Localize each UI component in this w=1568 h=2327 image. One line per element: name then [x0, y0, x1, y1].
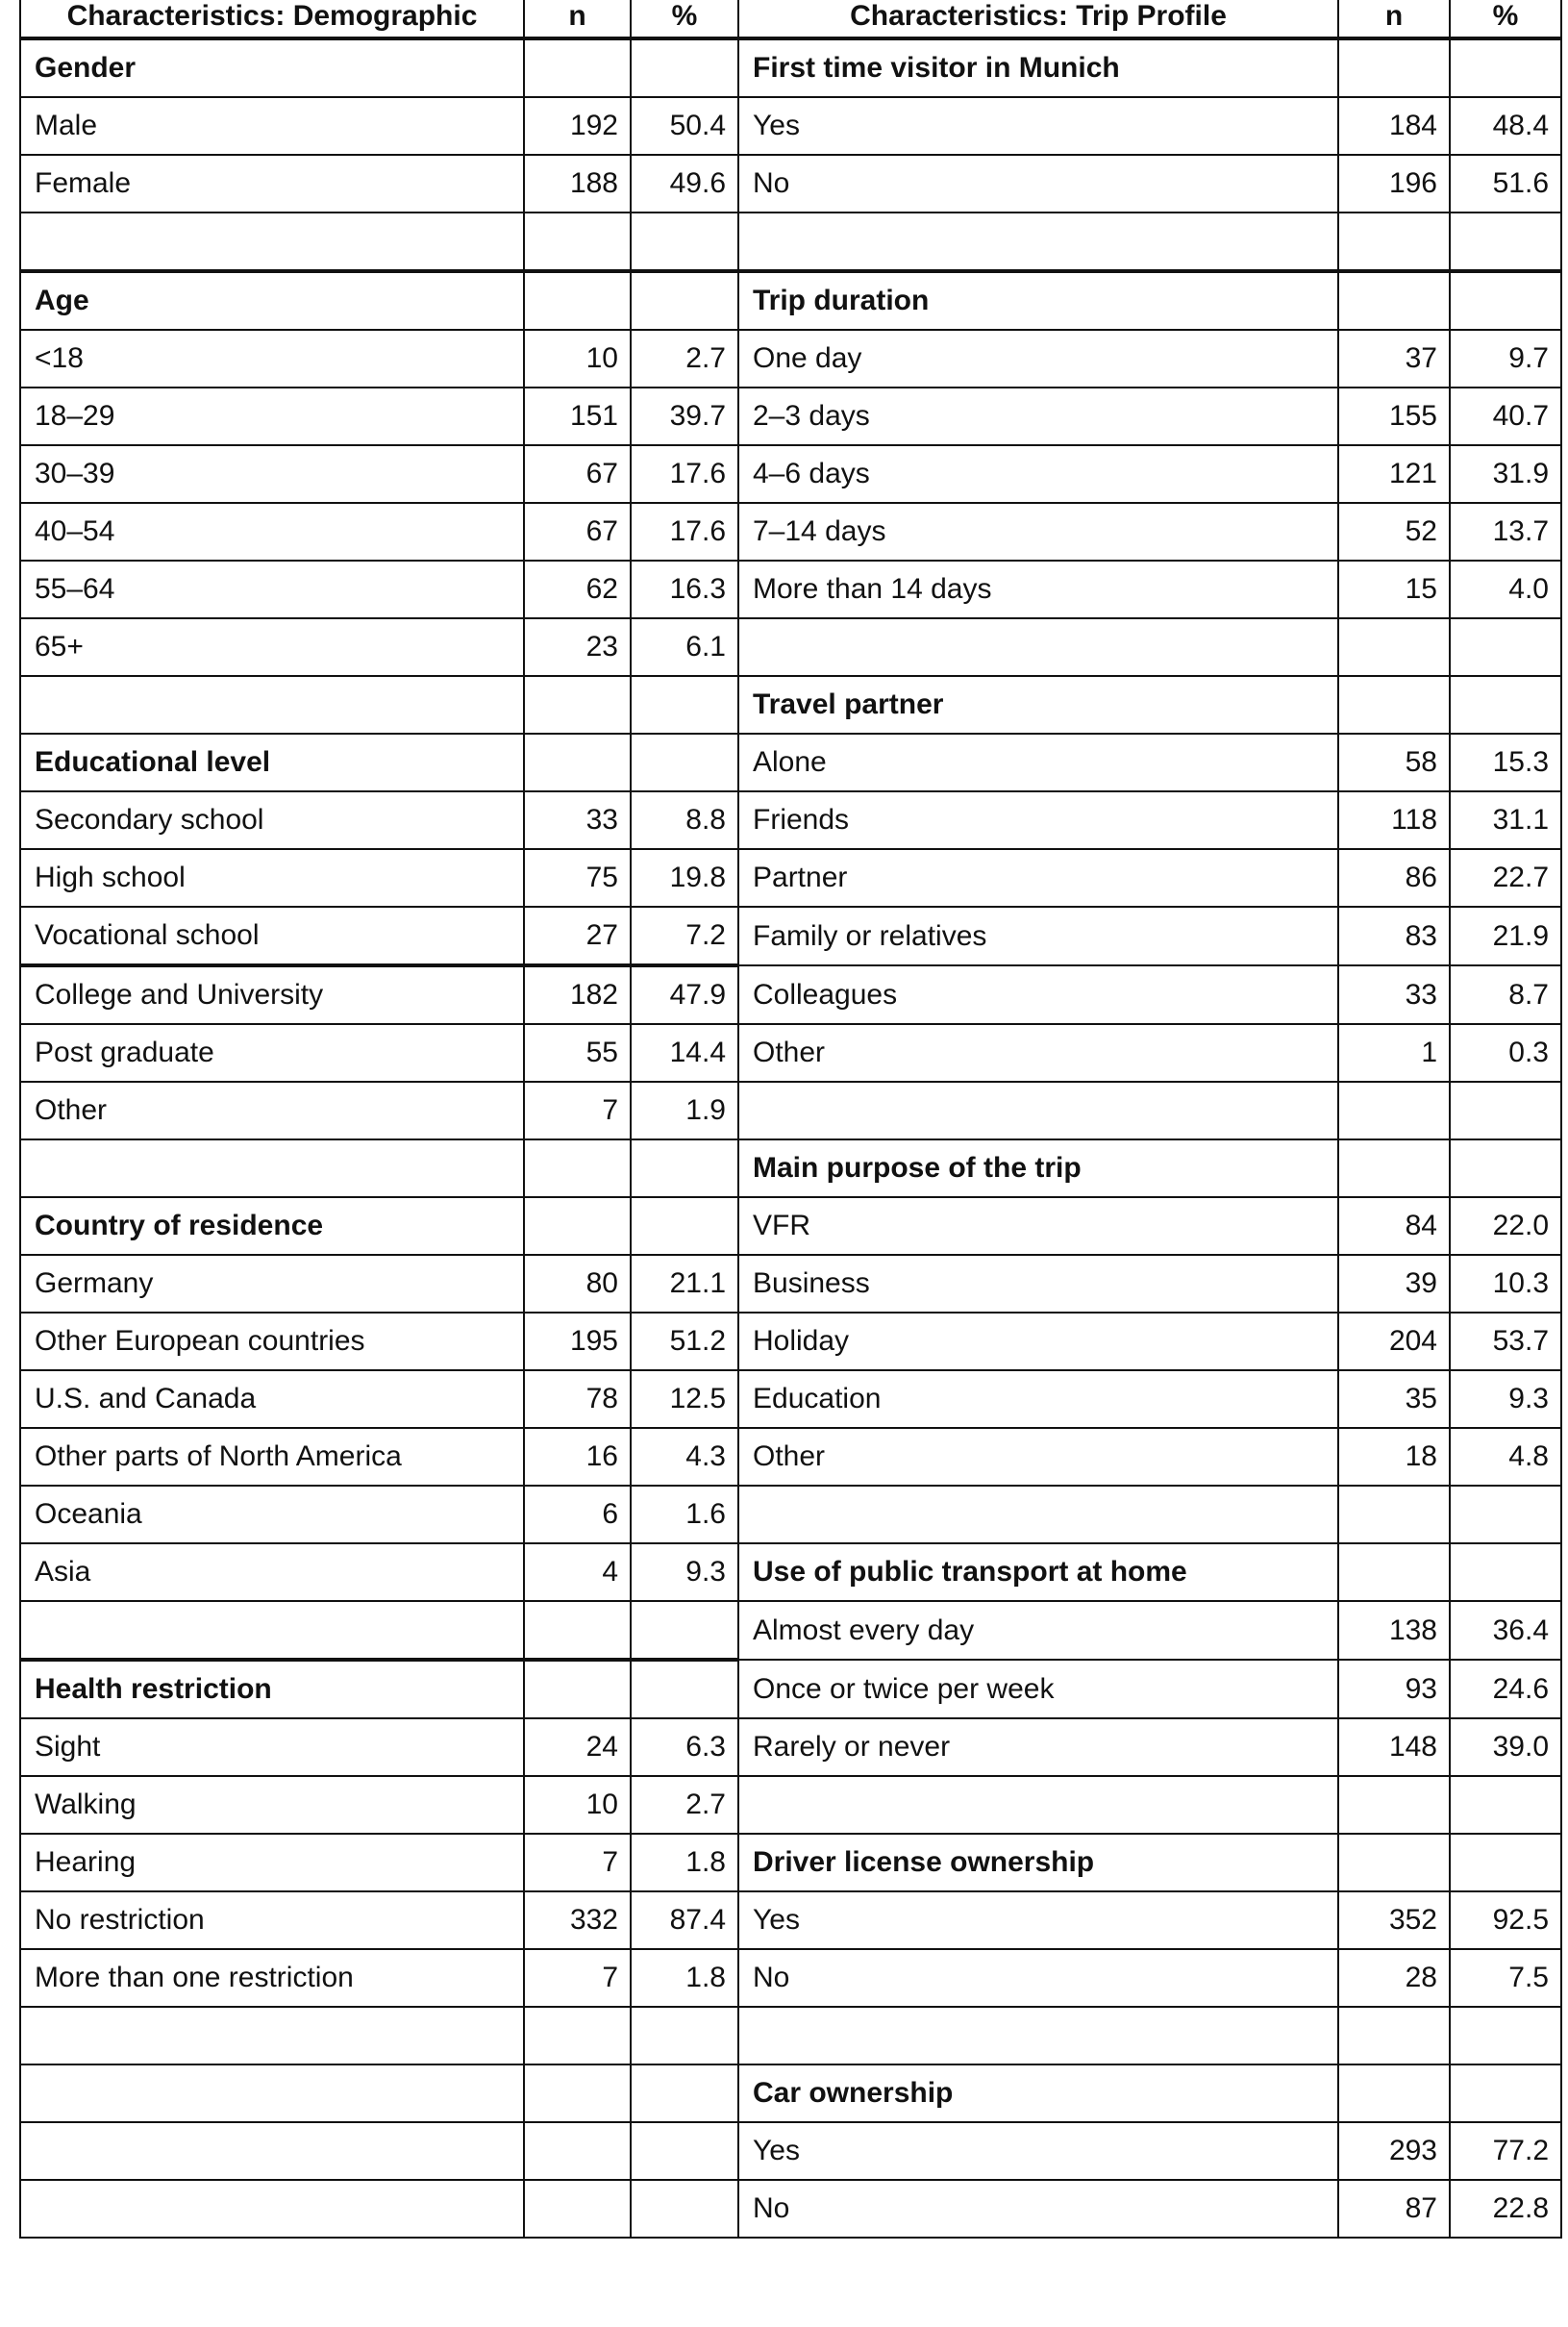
demographic-pct-cell [631, 271, 738, 330]
trip-pct-cell [1450, 1776, 1561, 1834]
demographic-label-cell: 18–29 [20, 388, 524, 445]
demographic-pct-cell [631, 1197, 738, 1255]
table-row [20, 734, 1561, 791]
demographic-section-heading-cell: Health restriction [20, 1660, 524, 1718]
trip-pct-cell: 22.8 [1450, 2180, 1561, 2238]
demographic-n-cell [524, 1139, 631, 1197]
trip-label-cell [738, 1776, 1338, 1834]
demographic-n-cell: 33 [524, 791, 631, 849]
header-n-left: n [524, 0, 631, 38]
demographic-n-cell: 67 [524, 503, 631, 561]
table-row [20, 791, 1561, 849]
demographic-n-cell: 10 [524, 330, 631, 388]
demographic-pct-cell [631, 2064, 738, 2122]
demographic-label-cell [20, 2007, 524, 2064]
trip-pct-cell [1450, 1834, 1561, 1891]
demographic-pct-cell [631, 213, 738, 271]
trip-pct-cell [1450, 1486, 1561, 1543]
trip-n-cell [1338, 1082, 1450, 1139]
table-row [20, 1891, 1561, 1949]
demographic-pct-cell: 17.6 [631, 445, 738, 503]
demographic-label-cell: Other European countries [20, 1313, 524, 1370]
trip-label-cell [738, 618, 1338, 676]
trip-pct-cell [1450, 2064, 1561, 2122]
demographic-label-cell: More than one restriction [20, 1949, 524, 2007]
trip-label-cell: Almost every day [738, 1601, 1338, 1660]
trip-n-cell: 352 [1338, 1891, 1450, 1949]
demographic-n-cell [524, 2180, 631, 2238]
trip-pct-cell: 15.3 [1450, 734, 1561, 791]
table-row [20, 2180, 1561, 2238]
trip-label-cell: Friends [738, 791, 1338, 849]
trip-pct-cell: 22.0 [1450, 1197, 1561, 1255]
trip-pct-cell: 77.2 [1450, 2122, 1561, 2180]
trip-n-cell: 83 [1338, 907, 1450, 965]
trip-n-cell [1338, 213, 1450, 271]
demographic-label-cell: <18 [20, 330, 524, 388]
table-row [20, 1543, 1561, 1601]
demographic-n-cell: 67 [524, 445, 631, 503]
demographic-label-cell [20, 676, 524, 734]
trip-label-cell: Alone [738, 734, 1338, 791]
demographic-pct-cell: 8.8 [631, 791, 738, 849]
table-row [20, 1834, 1561, 1891]
demographic-label-cell [20, 2064, 524, 2122]
trip-label-cell: Other [738, 1024, 1338, 1082]
table-row [20, 618, 1561, 676]
trip-label-cell: No [738, 2180, 1338, 2238]
trip-n-cell: 52 [1338, 503, 1450, 561]
trip-label-cell: 2–3 days [738, 388, 1338, 445]
trip-label-cell: 7–14 days [738, 503, 1338, 561]
demographic-pct-cell: 51.2 [631, 1313, 738, 1370]
demographic-n-cell [524, 271, 631, 330]
trip-n-cell: 121 [1338, 445, 1450, 503]
trip-section-heading-cell: First time visitor in Munich [738, 38, 1338, 97]
trip-pct-cell [1450, 1082, 1561, 1139]
demographic-label-cell: Asia [20, 1543, 524, 1601]
trip-label-cell: More than 14 days [738, 561, 1338, 618]
trip-n-cell: 293 [1338, 2122, 1450, 2180]
trip-section-heading-cell: Driver license ownership [738, 1834, 1338, 1891]
demographic-label-cell: Sight [20, 1718, 524, 1776]
demographic-n-cell: 151 [524, 388, 631, 445]
demographic-n-cell [524, 1660, 631, 1718]
demographic-pct-cell: 49.6 [631, 155, 738, 213]
demographic-n-cell [524, 2007, 631, 2064]
trip-n-cell: 87 [1338, 2180, 1450, 2238]
demographic-label-cell: 40–54 [20, 503, 524, 561]
demographic-n-cell: 195 [524, 1313, 631, 1370]
table-row [20, 213, 1561, 271]
trip-pct-cell: 22.7 [1450, 849, 1561, 907]
trip-pct-cell: 40.7 [1450, 388, 1561, 445]
demographic-n-cell: 7 [524, 1949, 631, 2007]
demographic-pct-cell: 12.5 [631, 1370, 738, 1428]
table-row [20, 97, 1561, 155]
demographic-pct-cell: 21.1 [631, 1255, 738, 1313]
demographic-n-cell [524, 213, 631, 271]
header-demographic: Characteristics: Demographic [20, 0, 524, 38]
table-row [20, 1718, 1561, 1776]
trip-section-heading-cell: Car ownership [738, 2064, 1338, 2122]
demographic-label-cell [20, 213, 524, 271]
demographic-n-cell: 4 [524, 1543, 631, 1601]
trip-n-cell: 58 [1338, 734, 1450, 791]
trip-label-cell: Yes [738, 97, 1338, 155]
demographic-pct-cell: 2.7 [631, 1776, 738, 1834]
demographic-n-cell: 182 [524, 965, 631, 1024]
demographic-label-cell: Oceania [20, 1486, 524, 1543]
trip-pct-cell [1450, 618, 1561, 676]
demographic-label-cell: Hearing [20, 1834, 524, 1891]
table-row [20, 1313, 1561, 1370]
demographic-pct-cell: 14.4 [631, 1024, 738, 1082]
table-row [20, 849, 1561, 907]
table-row [20, 965, 1561, 1024]
demographic-pct-cell [631, 2007, 738, 2064]
trip-pct-cell [1450, 38, 1561, 97]
trip-n-cell [1338, 676, 1450, 734]
demographic-n-cell: 75 [524, 849, 631, 907]
trip-label-cell: No [738, 1949, 1338, 2007]
trip-pct-cell: 31.9 [1450, 445, 1561, 503]
table-row [20, 155, 1561, 213]
demographic-section-heading-cell: Age [20, 271, 524, 330]
trip-pct-cell: 24.6 [1450, 1660, 1561, 1718]
table-row [20, 2064, 1561, 2122]
trip-label-cell: Education [738, 1370, 1338, 1428]
table-row [20, 676, 1561, 734]
table-body [20, 38, 1561, 2238]
demographic-pct-cell: 6.3 [631, 1718, 738, 1776]
trip-label-cell: Family or relatives [738, 907, 1338, 965]
trip-pct-cell: 9.3 [1450, 1370, 1561, 1428]
trip-label-cell: Once or twice per week [738, 1660, 1338, 1718]
demographic-label-cell: No restriction [20, 1891, 524, 1949]
trip-section-heading-cell: Main purpose of the trip [738, 1139, 1338, 1197]
trip-n-cell: 196 [1338, 155, 1450, 213]
trip-n-cell: 18 [1338, 1428, 1450, 1486]
demographic-n-cell: 332 [524, 1891, 631, 1949]
trip-n-cell: 138 [1338, 1601, 1450, 1660]
trip-n-cell: 28 [1338, 1949, 1450, 2007]
trip-label-cell: No [738, 155, 1338, 213]
table-row [20, 388, 1561, 445]
trip-n-cell [1338, 1486, 1450, 1543]
demographic-pct-cell: 7.2 [631, 907, 738, 965]
trip-n-cell: 118 [1338, 791, 1450, 849]
table-row [20, 1660, 1561, 1718]
demographic-label-cell: Vocational school [20, 907, 524, 965]
table-row [20, 1024, 1561, 1082]
trip-pct-cell [1450, 676, 1561, 734]
trip-label-cell: Business [738, 1255, 1338, 1313]
table-row [20, 1370, 1561, 1428]
trip-pct-cell: 51.6 [1450, 155, 1561, 213]
trip-n-cell: 1 [1338, 1024, 1450, 1082]
table-row [20, 1082, 1561, 1139]
demographic-n-cell [524, 1601, 631, 1660]
demographic-pct-cell: 1.8 [631, 1834, 738, 1891]
trip-n-cell: 184 [1338, 97, 1450, 155]
trip-n-cell [1338, 618, 1450, 676]
trip-pct-cell: 39.0 [1450, 1718, 1561, 1776]
demographic-n-cell: 6 [524, 1486, 631, 1543]
header-pct-left: % [631, 0, 738, 38]
table-row [20, 1255, 1561, 1313]
table-row [20, 1428, 1561, 1486]
trip-pct-cell [1450, 2007, 1561, 2064]
trip-n-cell [1338, 1139, 1450, 1197]
table-row [20, 561, 1561, 618]
trip-n-cell [1338, 271, 1450, 330]
trip-pct-cell: 36.4 [1450, 1601, 1561, 1660]
demographic-n-cell: 24 [524, 1718, 631, 1776]
trip-n-cell [1338, 2007, 1450, 2064]
trip-pct-cell [1450, 213, 1561, 271]
trip-pct-cell [1450, 1139, 1561, 1197]
trip-n-cell: 84 [1338, 1197, 1450, 1255]
trip-n-cell: 37 [1338, 330, 1450, 388]
table-row [20, 1139, 1561, 1197]
trip-pct-cell: 53.7 [1450, 1313, 1561, 1370]
trip-pct-cell: 10.3 [1450, 1255, 1561, 1313]
trip-label-cell: VFR [738, 1197, 1338, 1255]
table-row [20, 330, 1561, 388]
table-row [20, 1197, 1561, 1255]
demographic-pct-cell [631, 1601, 738, 1660]
trip-label-cell: Partner [738, 849, 1338, 907]
demographic-pct-cell [631, 676, 738, 734]
demographic-pct-cell: 1.8 [631, 1949, 738, 2007]
trip-label-cell: Yes [738, 2122, 1338, 2180]
trip-n-cell: 15 [1338, 561, 1450, 618]
trip-n-cell: 35 [1338, 1370, 1450, 1428]
demographic-label-cell: Walking [20, 1776, 524, 1834]
demographic-section-heading-cell: Country of residence [20, 1197, 524, 1255]
demographic-pct-cell [631, 2180, 738, 2238]
demographic-pct-cell: 4.3 [631, 1428, 738, 1486]
demographic-n-cell: 27 [524, 907, 631, 965]
trip-n-cell [1338, 1776, 1450, 1834]
trip-pct-cell: 4.0 [1450, 561, 1561, 618]
demographic-label-cell: 55–64 [20, 561, 524, 618]
table-row [20, 1776, 1561, 1834]
demographic-label-cell [20, 1601, 524, 1660]
trip-n-cell: 148 [1338, 1718, 1450, 1776]
demographic-label-cell: Other [20, 1082, 524, 1139]
demographic-pct-cell [631, 1660, 738, 1718]
demographic-label-cell: Secondary school [20, 791, 524, 849]
trip-n-cell: 39 [1338, 1255, 1450, 1313]
demographic-n-cell: 188 [524, 155, 631, 213]
demographic-pct-cell: 1.9 [631, 1082, 738, 1139]
demographic-n-cell [524, 676, 631, 734]
table-row [20, 38, 1561, 97]
demographic-n-cell [524, 734, 631, 791]
trip-label-cell [738, 1486, 1338, 1543]
trip-n-cell: 155 [1338, 388, 1450, 445]
table-row [20, 271, 1561, 330]
trip-n-cell: 33 [1338, 965, 1450, 1024]
table-row [20, 503, 1561, 561]
demographic-n-cell: 7 [524, 1082, 631, 1139]
trip-pct-cell [1450, 271, 1561, 330]
table-row [20, 907, 1561, 965]
trip-pct-cell [1450, 1543, 1561, 1601]
trip-label-cell: One day [738, 330, 1338, 388]
trip-n-cell [1338, 1834, 1450, 1891]
header-row [20, 0, 1561, 38]
demographic-label-cell: U.S. and Canada [20, 1370, 524, 1428]
trip-n-cell [1338, 1543, 1450, 1601]
demographic-n-cell: 7 [524, 1834, 631, 1891]
demographic-pct-cell: 9.3 [631, 1543, 738, 1601]
trip-label-cell: Colleagues [738, 965, 1338, 1024]
trip-n-cell: 86 [1338, 849, 1450, 907]
trip-section-heading-cell: Use of public transport at home [738, 1543, 1338, 1601]
trip-pct-cell: 13.7 [1450, 503, 1561, 561]
table-row [20, 2007, 1561, 2064]
trip-pct-cell: 92.5 [1450, 1891, 1561, 1949]
demographic-section-heading-cell: Educational level [20, 734, 524, 791]
trip-pct-cell: 0.3 [1450, 1024, 1561, 1082]
header-pct-right: % [1450, 0, 1561, 38]
demographic-pct-cell: 16.3 [631, 561, 738, 618]
demographic-n-cell: 80 [524, 1255, 631, 1313]
trip-pct-cell: 31.1 [1450, 791, 1561, 849]
demographic-pct-cell: 6.1 [631, 618, 738, 676]
demographic-pct-cell: 17.6 [631, 503, 738, 561]
trip-label-cell: Holiday [738, 1313, 1338, 1370]
demographic-pct-cell: 1.6 [631, 1486, 738, 1543]
demographic-label-cell: High school [20, 849, 524, 907]
demographic-pct-cell [631, 2122, 738, 2180]
trip-label-cell: Yes [738, 1891, 1338, 1949]
trip-n-cell [1338, 2064, 1450, 2122]
demographic-label-cell: 30–39 [20, 445, 524, 503]
demographic-n-cell: 62 [524, 561, 631, 618]
demographic-n-cell: 23 [524, 618, 631, 676]
trip-pct-cell: 21.9 [1450, 907, 1561, 965]
trip-n-cell [1338, 38, 1450, 97]
demographic-pct-cell [631, 38, 738, 97]
trip-label-cell: 4–6 days [738, 445, 1338, 503]
demographic-n-cell: 10 [524, 1776, 631, 1834]
demographic-n-cell [524, 2064, 631, 2122]
trip-pct-cell: 4.8 [1450, 1428, 1561, 1486]
trip-pct-cell: 8.7 [1450, 965, 1561, 1024]
demographic-pct-cell: 2.7 [631, 330, 738, 388]
demographic-pct-cell: 47.9 [631, 965, 738, 1024]
trip-pct-cell: 48.4 [1450, 97, 1561, 155]
trip-label-cell [738, 2007, 1338, 2064]
demographic-pct-cell: 39.7 [631, 388, 738, 445]
demographic-pct-cell [631, 1139, 738, 1197]
demographic-label-cell [20, 2180, 524, 2238]
demographic-pct-cell: 19.8 [631, 849, 738, 907]
header-trip-profile: Characteristics: Trip Profile [738, 0, 1338, 38]
demographic-label-cell: Male [20, 97, 524, 155]
trip-label-cell [738, 213, 1338, 271]
demographic-pct-cell [631, 734, 738, 791]
trip-label-cell [738, 1082, 1338, 1139]
trip-section-heading-cell: Travel partner [738, 676, 1338, 734]
demographic-n-cell [524, 2122, 631, 2180]
table-row [20, 1949, 1561, 2007]
demographic-pct-cell: 50.4 [631, 97, 738, 155]
header-n-right: n [1338, 0, 1450, 38]
table-row [20, 1601, 1561, 1660]
characteristics-table [19, 0, 1562, 2239]
demographic-label-cell: Germany [20, 1255, 524, 1313]
demographic-n-cell: 78 [524, 1370, 631, 1428]
demographic-label-cell: Other parts of North America [20, 1428, 524, 1486]
table-row [20, 1486, 1561, 1543]
trip-label-cell: Other [738, 1428, 1338, 1486]
demographic-n-cell [524, 38, 631, 97]
trip-section-heading-cell: Trip duration [738, 271, 1338, 330]
demographic-label-cell: 65+ [20, 618, 524, 676]
demographic-n-cell: 192 [524, 97, 631, 155]
demographic-pct-cell: 87.4 [631, 1891, 738, 1949]
trip-n-cell: 93 [1338, 1660, 1450, 1718]
table-row [20, 445, 1561, 503]
demographic-label-cell [20, 1139, 524, 1197]
demographic-n-cell [524, 1197, 631, 1255]
trip-label-cell: Rarely or never [738, 1718, 1338, 1776]
trip-n-cell: 204 [1338, 1313, 1450, 1370]
table-row [20, 2122, 1561, 2180]
demographic-section-heading-cell: Gender [20, 38, 524, 97]
demographic-label-cell: College and University [20, 965, 524, 1024]
demographic-label-cell: Female [20, 155, 524, 213]
demographic-label-cell [20, 2122, 524, 2180]
demographic-n-cell: 16 [524, 1428, 631, 1486]
demographic-label-cell: Post graduate [20, 1024, 524, 1082]
demographic-n-cell: 55 [524, 1024, 631, 1082]
trip-pct-cell: 9.7 [1450, 330, 1561, 388]
trip-pct-cell: 7.5 [1450, 1949, 1561, 2007]
